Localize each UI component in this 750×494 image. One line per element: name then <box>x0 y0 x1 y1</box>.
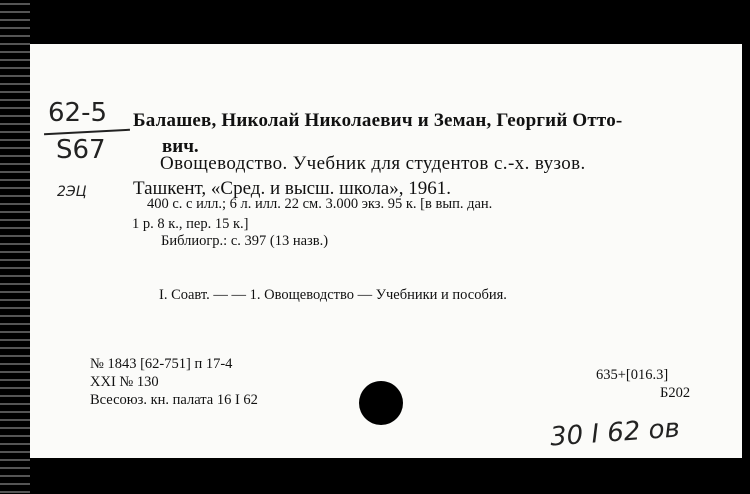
card-number: № 1843 [62-751] п 17-4 <box>90 356 233 372</box>
handwritten-note: 2ЭЦ <box>57 184 87 200</box>
series-number: XXI № 130 <box>90 374 159 390</box>
price-line: 1 р. 8 к., пер. 15 к.] <box>132 216 249 232</box>
title-line: Овощеводство. Учебник для студентов с.-х. вузов. <box>160 153 586 174</box>
bibliography-note: Библиогр.: с. 397 (13 назв.) <box>161 233 329 249</box>
collation-line: 400 с. с илл.; 6 л. илл. 22 см. 3.000 экз. 95 к. [в вып. дан. <box>147 196 493 212</box>
handwritten-date: 30 I 62 ов <box>549 413 681 453</box>
subject-tracings: I. Соавт. — — 1. Овощеводство — Учебники и пособия. <box>159 287 507 303</box>
call-number-top: 62-5 <box>48 98 108 128</box>
author-heading-continued: вич. <box>162 136 199 157</box>
card-edge-strip <box>0 0 30 494</box>
call-number-bottom: S67 <box>56 135 106 165</box>
author-mark: Б202 <box>660 385 691 401</box>
punch-hole <box>359 381 403 425</box>
classification-code: 635+[016.3] <box>596 367 669 383</box>
author-heading: Балашев, Николай Николаевич и Земан, Георгий Отто- <box>133 110 623 131</box>
imprint-line: Ташкент, «Сред. и высш. школа», 1961. <box>133 178 451 199</box>
chamber-imprint: Всесоюз. кн. палата 16 I 62 <box>90 392 258 408</box>
